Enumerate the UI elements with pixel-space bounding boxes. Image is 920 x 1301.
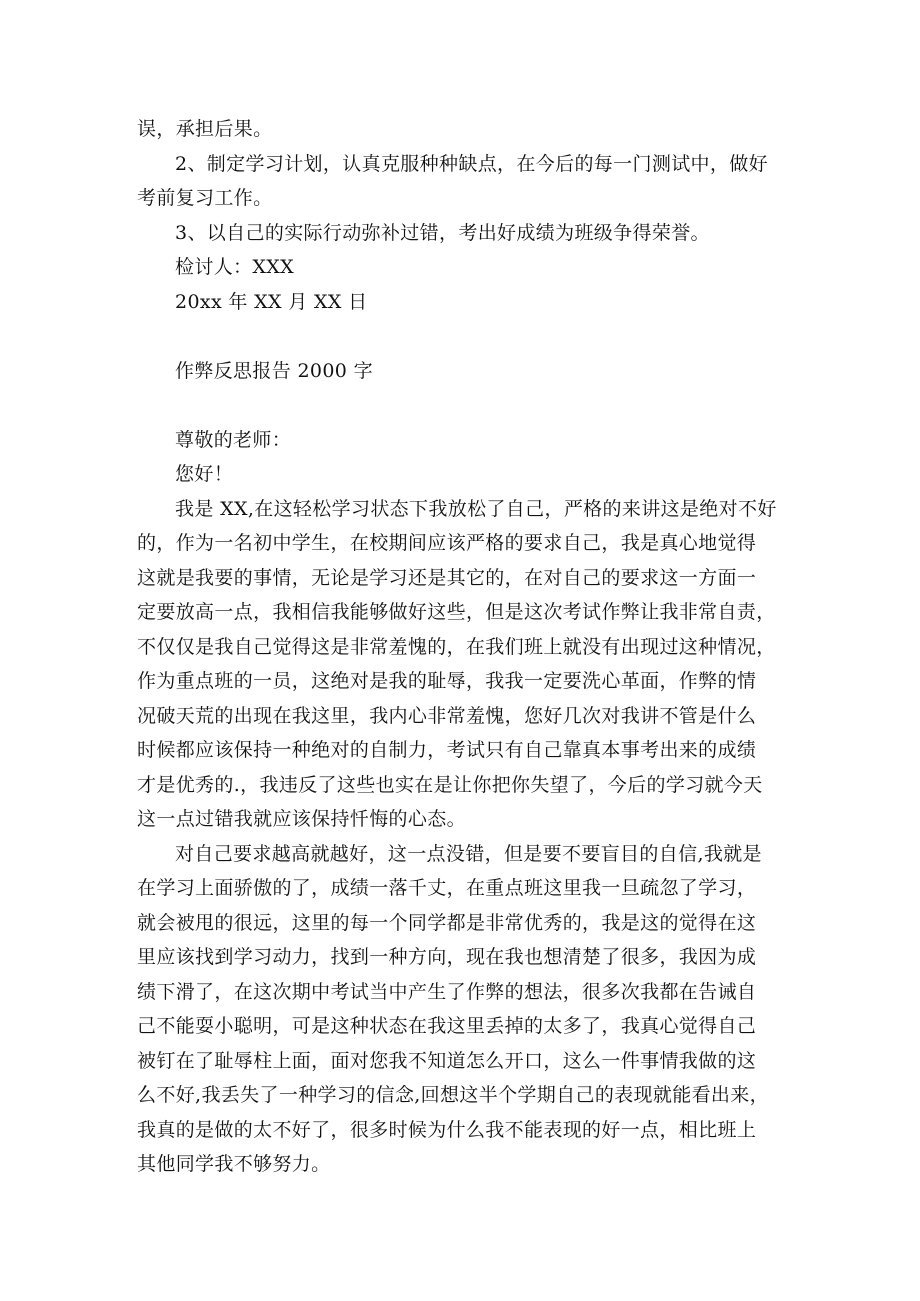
text-line: 我是 XX,在这轻松学习状态下我放松了自己，严格的来讲这是绝对不好 — [175, 497, 777, 520]
text-line: 绩下滑了，在这次期中考试当中产生了作弊的想法，很多次我都在告诫自 — [137, 980, 757, 1003]
section-title: 作弊反思报告 2000 字 — [175, 359, 373, 382]
text-line: 定要放高一点，我相信我能够做好这些，但是这次考试作弊让我非常自责， — [137, 601, 776, 623]
text-line: 这就是我要的事情，无论是学习还是其它的，在对自己的要求这一方面一 — [137, 566, 757, 589]
text-line: 被钉在了耻辱柱上面，面对您我不知道怎么开口，这么一件事情我做的这 — [137, 1049, 757, 1072]
text-line: 么不好,我丢失了一种学习的信念,回想这半个学期自己的表现就能看出来， — [137, 1084, 769, 1106]
text-line: 我真的是做的太不好了，很多时候为什么我不能表现的好一点，相比班上 — [137, 1118, 757, 1141]
text-line: 况破天荒的出现在我这里，我内心非常羞愧，您好几次对我讲不管是什么 — [137, 704, 757, 727]
text-line: 在学习上面骄傲的了，成绩一落千丈，在重点班这里我一旦疏忽了学习， — [137, 877, 757, 899]
text-line: 己不能耍小聪明，可是这种状态在我这里丢掉的太多了，我真心觉得自己 — [137, 1015, 757, 1037]
text-line: 对自己要求越高就越好，这一点没错，但是要不要盲目的自信,我就是 — [175, 842, 762, 865]
greeting: 您好！ — [175, 463, 234, 485]
text-line: 里应该找到学习动力，找到一种方向，现在我也想清楚了很多，我因为成 — [137, 946, 757, 968]
date-line: 20xx 年 XX 月 XX 日 — [175, 290, 368, 313]
text-line: 2、制定学习计划，认真克服种种缺点，在今后的每一门测试中，做好 — [175, 152, 768, 175]
signature-line: 检讨人：XXX — [175, 256, 295, 278]
text-line: 作为重点班的一员，这绝对是我的耻辱，我我一定要洗心革面，作弊的情 — [137, 670, 757, 692]
paragraph-2 — [137, 837, 787, 1182]
spacer — [137, 319, 787, 354]
paragraph-1 — [137, 492, 787, 837]
text-line: 误，承担后果。 — [137, 118, 273, 140]
spacer — [137, 388, 787, 423]
salutation: 尊敬的老师： — [175, 428, 292, 451]
document-page — [137, 112, 787, 1182]
text-line: 就会被甩的很远，这里的每一个同学都是非常优秀的，我是这的觉得在这 — [137, 911, 757, 934]
text-line: 这一点过错我就应该保持忏悔的心态。 — [137, 808, 466, 830]
text-line: 时候都应该保持一种绝对的自制力，考试只有自己靠真本事考出来的成绩 — [137, 739, 757, 761]
text-line: 3、以自己的实际行动弥补过错，考出好成绩为班级争得荣誉。 — [175, 221, 710, 244]
text-line: 不仅仅是我自己觉得这是非常羞愧的，在我们班上就没有出现过这种情况， — [137, 635, 776, 658]
text-line: 的，作为一名初中学生，在校期间应该严格的要求自己，我是真心地觉得 — [137, 532, 757, 554]
text-line: 才是优秀的.，我违反了这些也实在是让你把你失望了，今后的学习就今天 — [137, 773, 763, 796]
text-line: 其他同学我不够努力。 — [137, 1153, 331, 1175]
text-line: 考前复习工作。 — [137, 187, 273, 209]
